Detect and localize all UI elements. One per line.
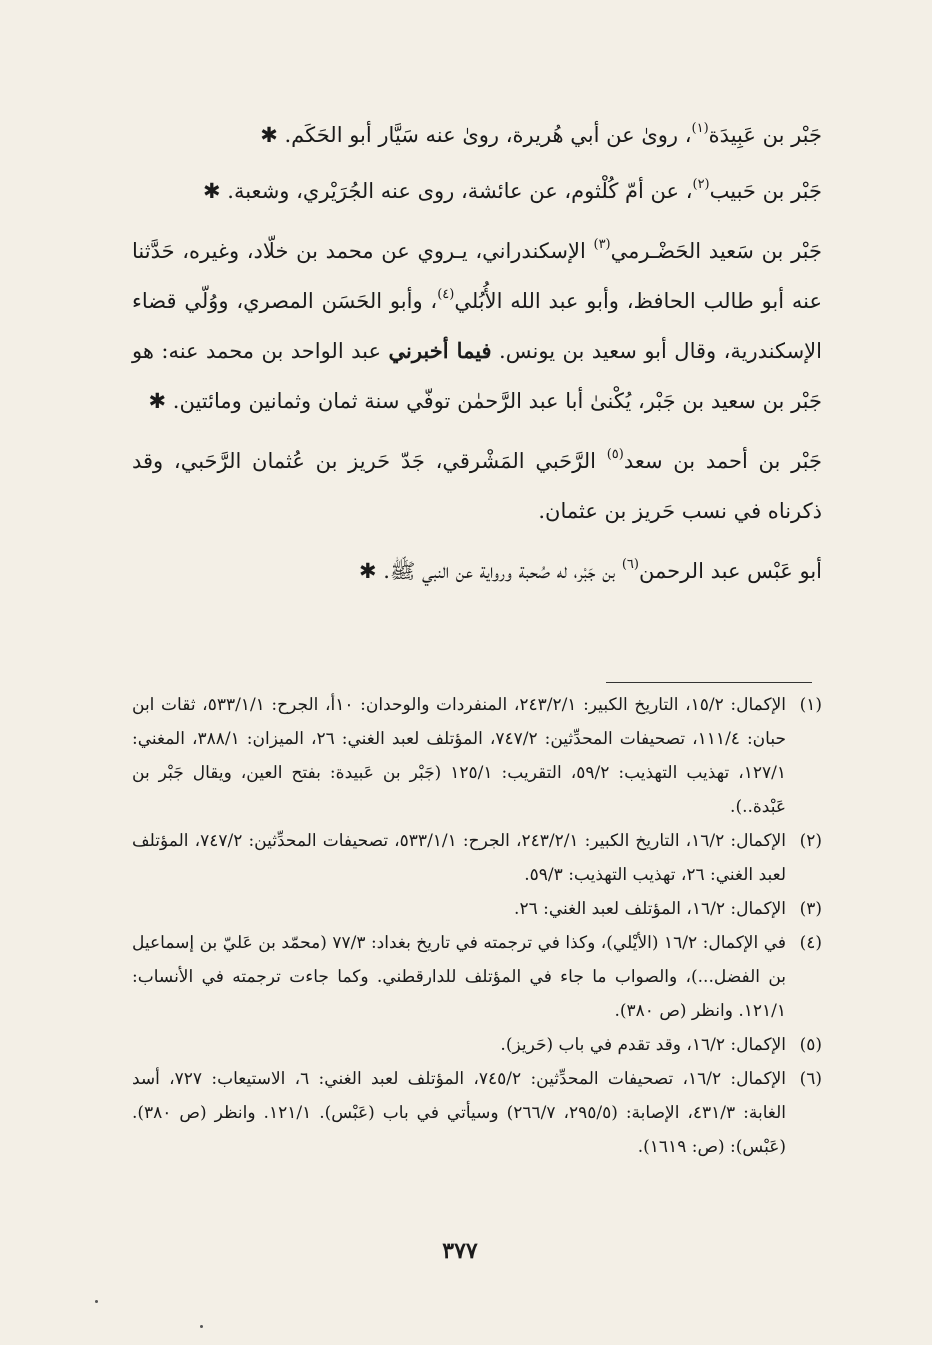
footnote-ref[interactable]: (٣) xyxy=(593,237,611,252)
footnote-number: (٣) xyxy=(799,899,822,919)
entry-text: ، وأبو الحَسَن المصري، ووُلّي قضاء الإسكندرية، وقال أبو سعيد بن يونس. xyxy=(132,289,822,363)
footnote-text: الإكمال: ١٦/٢، تصحيفات المحدِّثين: ٧٤٥/٢، المؤتلف لعبد الغني: ٦، الاستيعاب: ٧٢٧، أسد الغابة: ٤٣١/٣، الإصابة: (٢٩٥/٥، ٢٦٦/٧) وسيأتي في باب (عَبْس). ١٢١/١. وانظر (ص ٣٨٠). (عَبْس): (ص: ١٦١٩). xyxy=(132,1069,786,1157)
footnote xyxy=(132,824,822,892)
entry-text: جَبْر بن عَبِيدَة xyxy=(708,123,822,147)
footnote-ref[interactable]: (٥) xyxy=(606,447,624,462)
footnote-ref[interactable]: (٤) xyxy=(437,287,455,302)
entry-text: عبد الواحد بن محمد عنه: هو جَبْر بن سعيد بن جَبْر، يُكْنىٰ أبا عبد الرَّحمٰن توفّي سنة ثمان وثمانين ومائتين. ✱ xyxy=(132,339,822,413)
entry-jabr-ibn-said xyxy=(132,226,822,426)
footnote-text: الإكمال: ١٦/٢، المؤتلف لعبد الغني: ٢٦. xyxy=(514,899,786,919)
footnote-text: الإكمال: ١٥/٢، التاريخ الكبير: ٢٤٣/٢/١، المنفردات والوحدان: ١٠أ، الجرح: ٥٣٣/١/١، ثقات ابن حبان: ١١١/٤، تصحيفات المحدِّثين: ٧٤٧/٢، المؤتلف لعبد الغني: ٢٦، الميزان: ٣٨٨/١، المغني: ١٢٧/١، تهذيب التهذيب: ٥٩/٢، التقريب: ١٢٥/١ (جَبْر بن عَبيدة: بفتح العين، ويقال جَبْر بن عَبْدة..). xyxy=(132,695,786,817)
entry-text: جَبْر بن حَبيب xyxy=(709,179,822,203)
footnote-text: الإكمال: ١٦/٢، وقد تقدم في باب (حَريز). xyxy=(500,1035,786,1055)
entry-text: أبو عَبْس عبد الرحمن xyxy=(638,559,822,583)
footnote xyxy=(132,892,822,926)
footnote-number: (٤) xyxy=(799,933,822,953)
footnote-ref[interactable]: (١) xyxy=(691,121,709,136)
page-number: ٣٧٧ xyxy=(442,1238,478,1264)
footnote-ref[interactable]: (٦) xyxy=(621,557,639,572)
footnote-text: الإكمال: ١٦/٢، التاريخ الكبير: ٢٤٣/٢/١، الجرح: ٥٣٣/١/١، تصحيفات المحدِّثين: ٧٤٧/٢، المؤتلف لعبد الغني: ٢٦، تهذيب التهذيب: ٥٩/٣. xyxy=(132,831,786,885)
main-text xyxy=(132,110,822,596)
footnote xyxy=(132,1062,822,1164)
footnote-number: (٦) xyxy=(799,1069,822,1089)
footnote-number: (٥) xyxy=(799,1035,822,1055)
footnote-ref[interactable]: (٢) xyxy=(692,177,710,192)
footnote-separator xyxy=(606,682,812,683)
footnote xyxy=(132,926,822,1028)
paper-speck xyxy=(95,1300,98,1303)
entry-jabr-ibn-ubayda xyxy=(132,110,822,160)
entry-text: جَبْر بن سَعيد الحَضْـرمي xyxy=(610,239,822,263)
entry-abu-abs xyxy=(132,546,822,596)
footnote xyxy=(132,688,822,824)
paper-speck xyxy=(200,1325,203,1328)
entry-text: ، عن أمّ كُلْثوم، عن عائشة، روى عنه الجُرَيْري، وشعبة. ✱ xyxy=(203,179,693,203)
entry-jabr-ibn-ahmad xyxy=(132,436,822,536)
entry-jabr-ibn-habib xyxy=(132,166,822,216)
entry-text: جَبْر بن أحمد بن سعد xyxy=(623,449,822,473)
entry-text: بن جَبْر، له صُحبة ورواية عن النبي ﷺ. ✱ xyxy=(359,559,622,583)
footnote-number: (٢) xyxy=(799,831,822,851)
footnote xyxy=(132,1028,822,1062)
footnote-text: في الإكمال: ١٦/٢ (الأيْلي)، وكذا في ترجمته في تاريخ بغداد: ٧٧/٣ (محمّد بن عَليّ بن إسماعيل بن الفضل...)، والصواب ما جاء في المؤتلف للدارقطني. وكما جاءت ترجمته في الأنساب: ١٢١/١. وانظر (ص ٣٨٠). xyxy=(132,933,786,1021)
footnotes xyxy=(132,688,822,1164)
footnote-number: (١) xyxy=(799,695,822,715)
entry-text: الإسكندراني، يـروي عن محمد بن خلّاد، وغيره، حَدَّثنا عنه أبو طالب الحافظ، وأبو عبد الله الأُبُلي xyxy=(132,239,822,313)
entry-text: ، روىٰ عن أبي هُريرة، روىٰ عنه سَيَّار أبو الحَكَم. ✱ xyxy=(260,123,692,147)
entry-text: الرَّحَبي المَشْرقي، جَدّ حَريز بن عُثمان الرَّحَبي، وقد ذكرناه في نسب حَريز بن عثمان. xyxy=(132,449,822,523)
bold-phrase: فيما أخبرني xyxy=(388,338,492,363)
